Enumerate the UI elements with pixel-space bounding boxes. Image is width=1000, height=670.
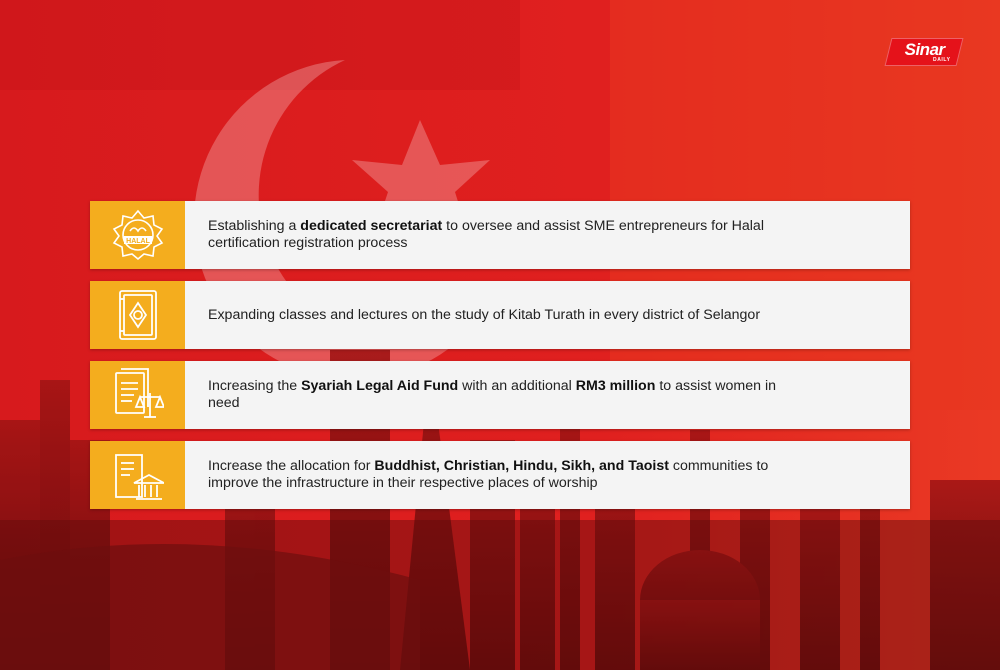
- logo-main-text: Sinar: [904, 39, 945, 59]
- card-icon-box: [90, 201, 185, 269]
- text-segment: Increase the allocation for: [208, 458, 375, 474]
- text-segment: to oversee and assist SME entrepreneurs for Halal certification registration process: [208, 218, 764, 251]
- text-segment: with an additional: [458, 378, 576, 394]
- text-segment: communities to improve the infrastructure in their respective places of worship: [208, 458, 769, 491]
- text-segment: Establishing a: [208, 218, 301, 234]
- card-description: [208, 458, 810, 492]
- svg-text:HALAL: HALAL: [125, 238, 150, 245]
- info-card-worship-allocation: [90, 441, 910, 509]
- card-icon-box: [90, 361, 185, 429]
- legal-document-scales-icon: [112, 367, 164, 423]
- halal-badge-icon: [112, 209, 164, 261]
- text-segment-bold: RM3 million: [575, 378, 656, 394]
- text-segment: Increasing the: [208, 378, 302, 394]
- card-description: [208, 218, 810, 252]
- building-document-icon: [112, 447, 164, 503]
- card-text: [185, 441, 910, 509]
- text-segment-bold: Syariah Legal Aid Fund: [301, 378, 459, 394]
- info-card-halal: [90, 201, 910, 269]
- card-text: [185, 201, 910, 269]
- card-description: [208, 378, 810, 412]
- card-description: Expanding classes and lectures on the study of Kitab Turath in every district of Selangor: [208, 306, 761, 323]
- text-segment: to assist women in need: [208, 378, 777, 411]
- logo-sub-text: DAILY: [933, 56, 952, 63]
- info-card-kitab-turath: [90, 281, 910, 349]
- text-segment-bold: Buddhist, Christian, Hindu, Sikh, and Taoist: [374, 458, 669, 474]
- card-icon-box: [90, 281, 185, 349]
- card-icon-box: [90, 441, 185, 509]
- sinar-daily-logo: [885, 38, 964, 66]
- card-text: [185, 361, 910, 429]
- text-segment-bold: dedicated secretariat: [300, 218, 443, 234]
- card-text: [185, 281, 910, 349]
- quran-book-icon: [116, 287, 160, 343]
- info-card-syariah-legal-aid: [90, 361, 910, 429]
